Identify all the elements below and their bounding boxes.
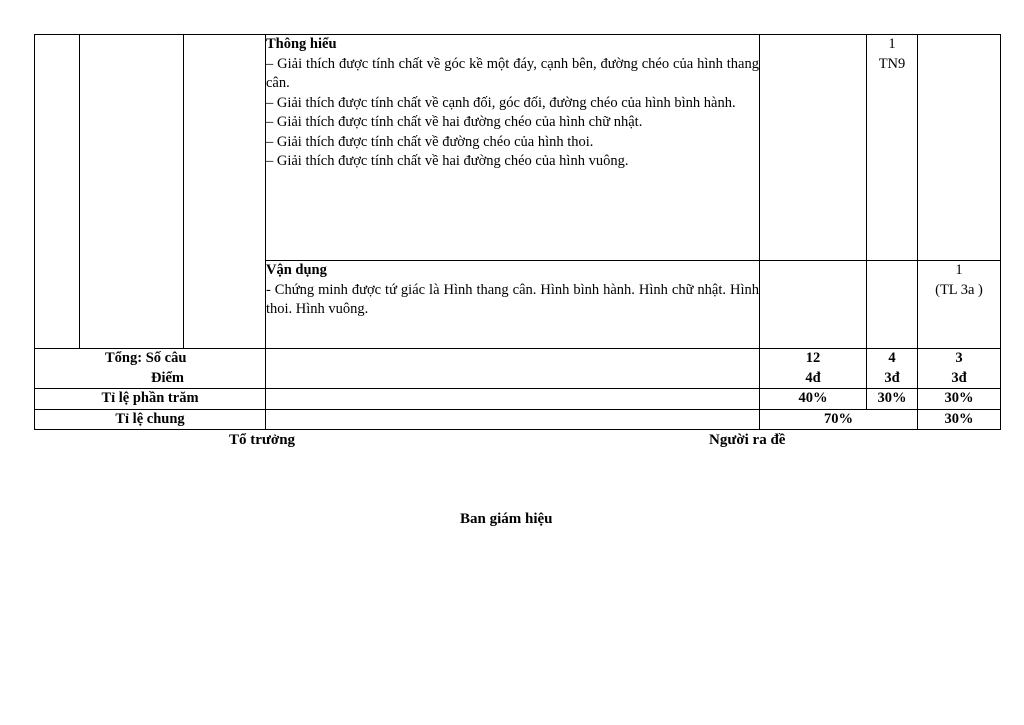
cell-percent-col2: 30% <box>867 389 918 410</box>
cell-tong-desc-empty <box>266 349 760 389</box>
signature-ban-giam-hieu: Ban giám hiệu <box>460 511 553 527</box>
cell-thong-hieu-empty <box>867 261 918 349</box>
total-points: 4đ <box>805 369 821 386</box>
level-title: Thông hiểu <box>266 36 337 52</box>
cell-tong-col2 <box>867 349 918 389</box>
desc-line: – Giải thích được tính chất về hai đường chéo của hình chữ nhật. <box>266 114 643 130</box>
desc-line: – Giải thích được tính chất về đường chéo của hình thoi. <box>266 133 594 150</box>
desc-line: – Giải thích được tính chất về góc kề một đáy, cạnh bên, đường chéo của hình thang cân. <box>266 55 759 91</box>
cell-noi-dung <box>184 35 266 349</box>
desc-line: – Giải thích được tính chất về cạnh đối, góc đối, đường chéo của hình bình hành. <box>266 94 736 111</box>
total-questions: 3 <box>955 350 963 366</box>
cell-tong-col3 <box>918 349 1001 389</box>
cell-nhan-biet-empty <box>760 261 867 349</box>
question-count: 1 <box>955 262 963 278</box>
cell-chung-col3: 30% <box>918 409 1001 430</box>
cell-van-dung-empty <box>918 35 1001 261</box>
cell-stt <box>35 35 80 349</box>
cell-van-dung-count <box>918 261 1001 349</box>
cell-percent-col1: 40% <box>760 389 867 410</box>
total-questions: 12 <box>805 350 821 366</box>
signature-to-truong: Tổ trưởng <box>229 432 296 448</box>
question-count: 1 <box>888 36 896 52</box>
tong-so-cau-label: Tổng: Số câu <box>105 350 187 366</box>
cell-thong-hieu-count <box>867 35 918 261</box>
question-code: TN9 <box>878 55 906 72</box>
cell-chu-de <box>80 35 184 349</box>
table-row-tong <box>35 349 1001 389</box>
cell-chung-combined: 70% <box>760 409 918 430</box>
cell-tong-label <box>35 349 266 389</box>
total-points: 3đ <box>951 369 967 386</box>
level-title: Vận dụng <box>266 262 327 278</box>
cell-percent-col3: 30% <box>918 389 1001 410</box>
cell-thong-hieu-desc <box>266 35 760 261</box>
cell-chung-desc-empty <box>266 409 760 430</box>
total-points: 3đ <box>884 369 900 386</box>
table-row-ti-le-phan-tram <box>35 389 1001 410</box>
cell-ti-le-label: Tỉ lệ phần trăm <box>35 389 266 410</box>
cell-ti-le-desc-empty <box>266 389 760 410</box>
desc-line: - Chứng minh được tứ giác là Hình thang cân. Hình bình hành. Hình chữ nhật. Hình thoi. Hình vuông. <box>266 281 759 317</box>
exam-matrix-table <box>34 34 1001 430</box>
signature-nguoi-ra-de: Người ra đề <box>709 432 786 448</box>
cell-nhan-biet <box>760 35 867 261</box>
tong-diem-label: Điểm <box>151 369 185 386</box>
total-questions: 4 <box>888 350 896 366</box>
desc-line: – Giải thích được tính chất về hai đường chéo của hình vuông. <box>266 153 629 169</box>
cell-tong-col1 <box>760 349 867 389</box>
cell-van-dung-desc <box>266 261 760 349</box>
cell-ti-le-chung-label: Tỉ lệ chung <box>35 409 266 430</box>
question-code: (TL 3a ) <box>935 281 983 298</box>
table-row-ti-le-chung <box>35 409 1001 430</box>
table-row-thong-hieu <box>35 35 1001 261</box>
